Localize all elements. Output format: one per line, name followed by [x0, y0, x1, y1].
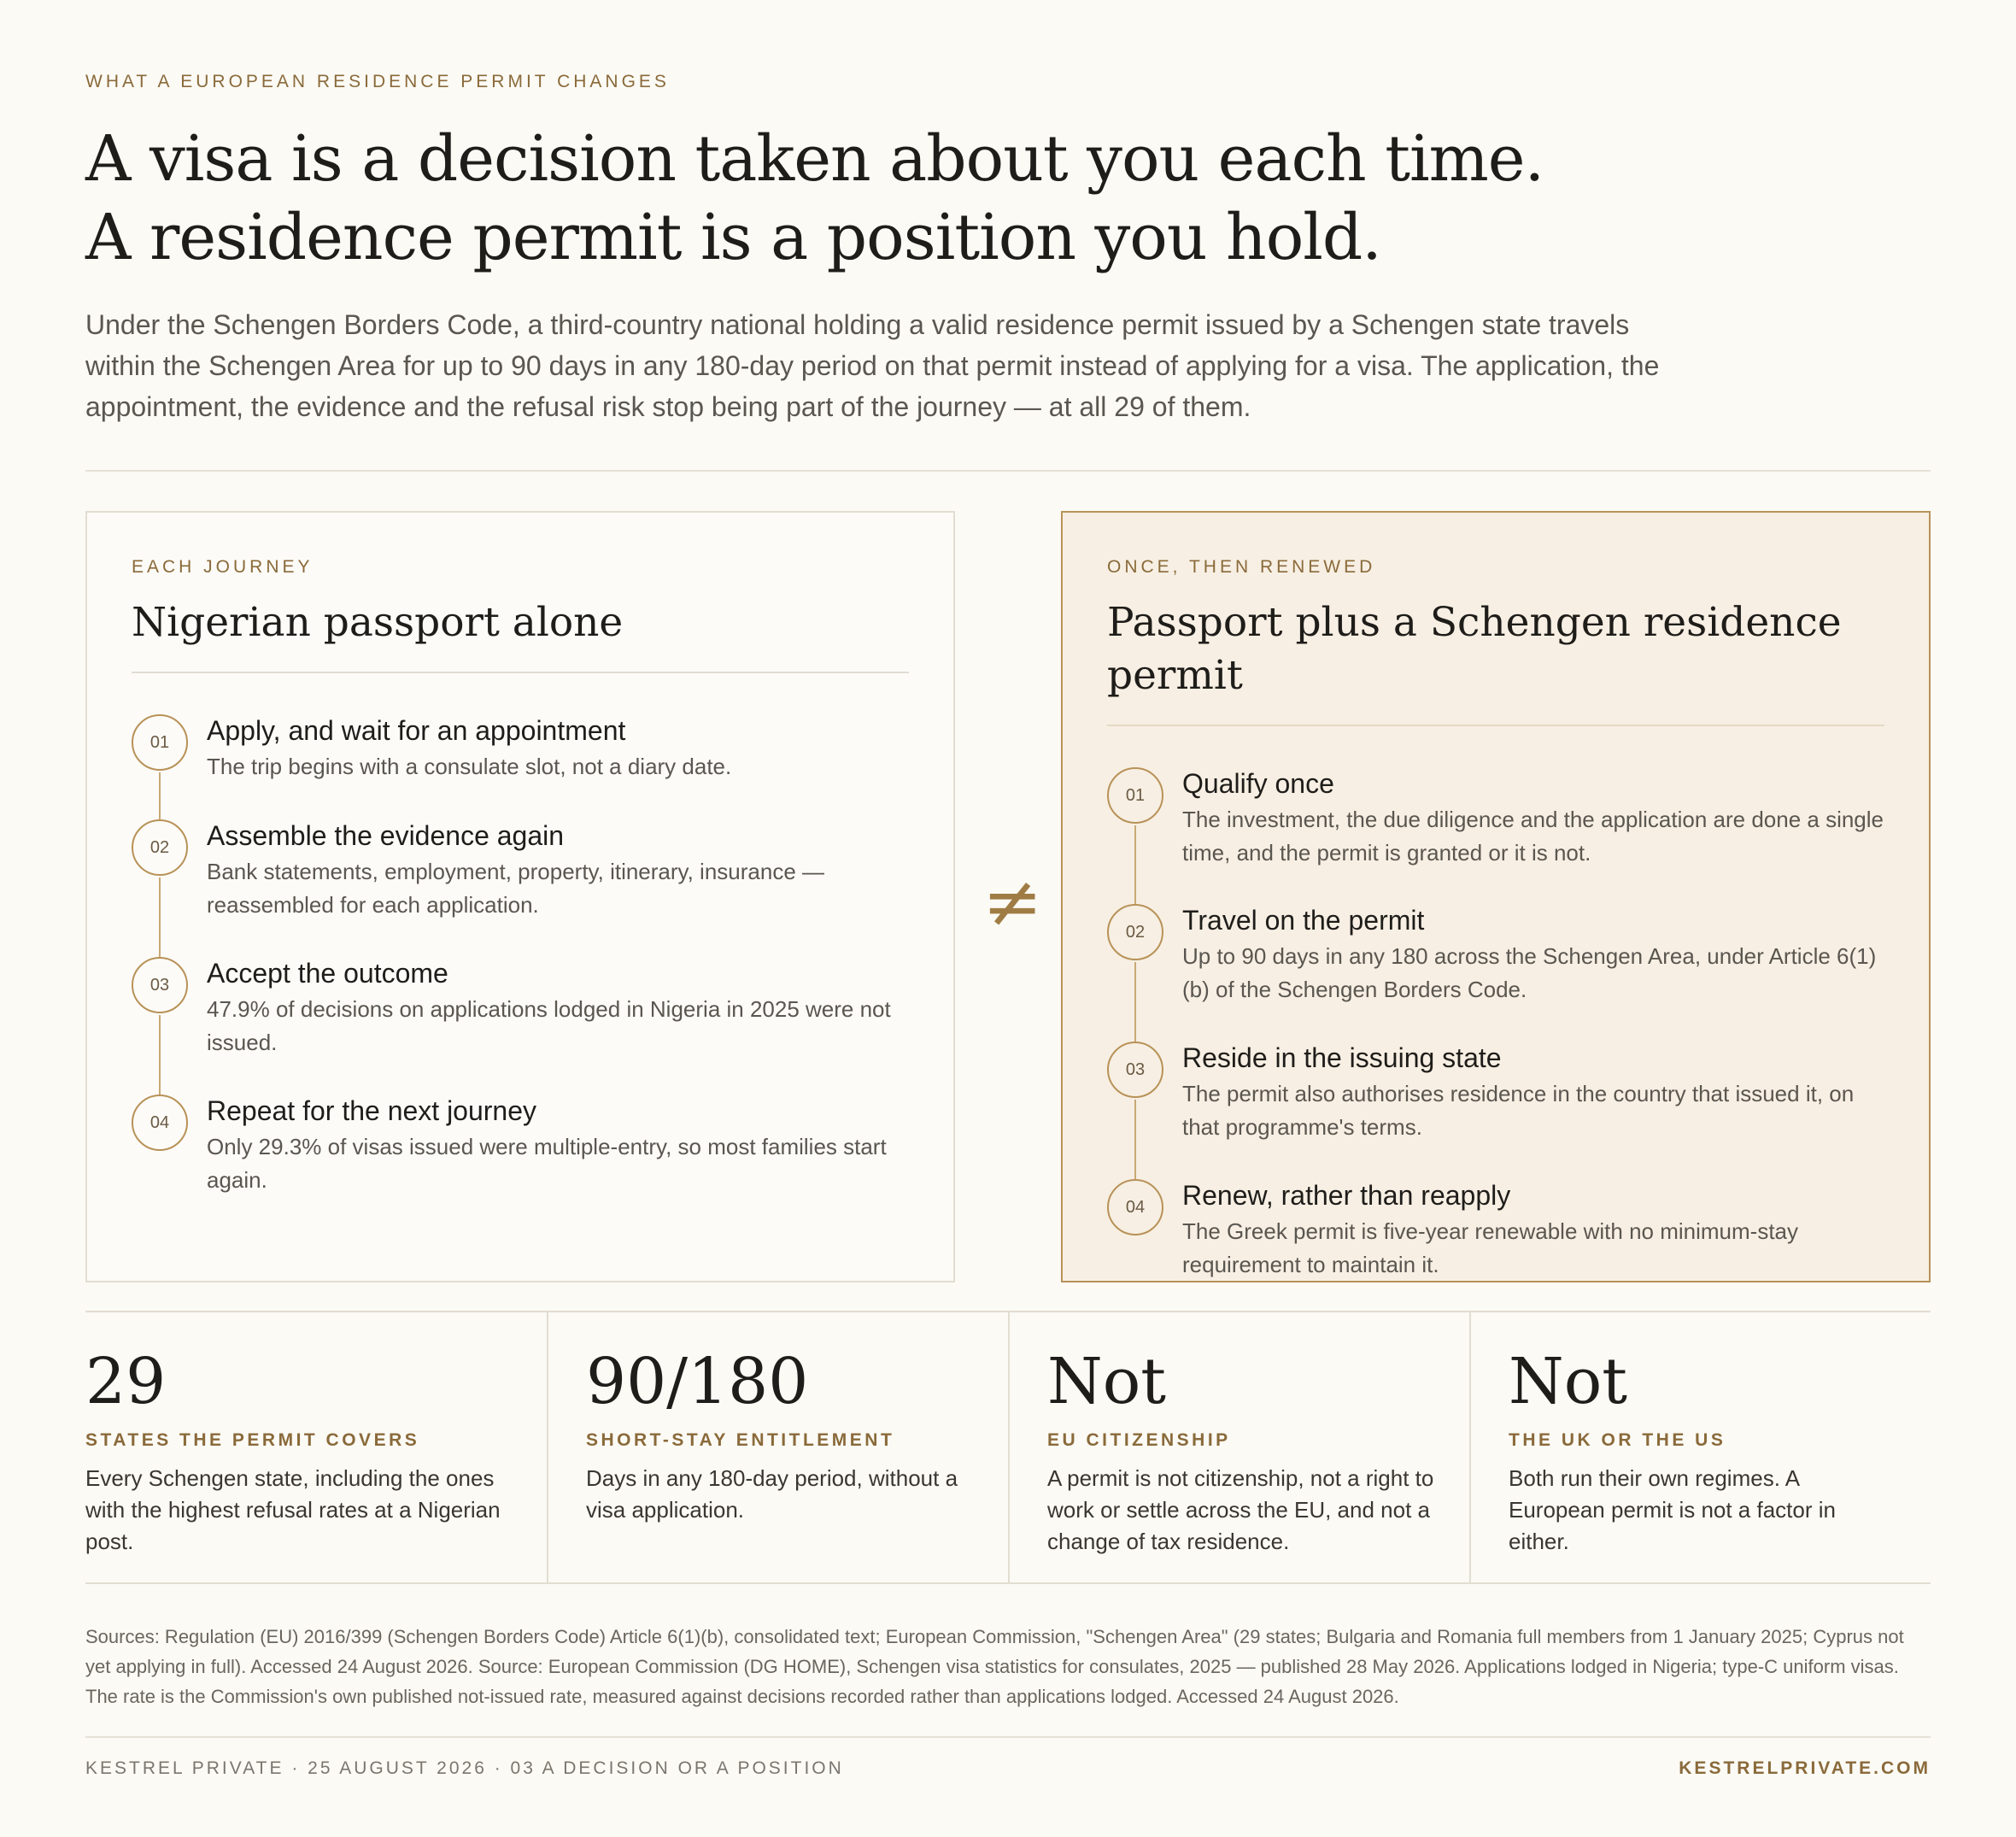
- step-description: Bank statements, employment, property, itinerary, insurance — reassembled for each application.: [207, 859, 825, 918]
- footer-website-link[interactable]: KESTRELPRIVATE.COM: [1679, 1758, 1931, 1778]
- step-title: Repeat for the next journey: [207, 1095, 537, 1126]
- stat-value: 90/180: [586, 1345, 809, 1418]
- step-number-badge: 03: [132, 957, 188, 1013]
- step-description: 47.9% of decisions on applications lodged in Nigeria in 2025 were not issued.: [207, 996, 891, 1055]
- card-passport-plus-permit: [1061, 511, 1931, 1282]
- step-title: Apply, and wait for an appointment: [207, 715, 626, 746]
- step-description: Only 29.3% of visas issued were multiple-entry, so most families start again.: [207, 1134, 887, 1193]
- intro-paragraph: Under the Schengen Borders Code, a third-country national holding a valid residence permit issued by a Schengen state travels within the Schengen Area for up to 90 days in any 180-day period on that permit instead of applying for a visa. The application, the appointment, the evidence and the refusal risk stop being part of the journey — at all 29 of them.: [85, 309, 1660, 422]
- stat-description: Both run their own regimes. A European permit is not a factor in either.: [1509, 1465, 1836, 1554]
- stat-description: Every Schengen state, including the ones with the highest refusal rates at a Nigerian post.: [85, 1465, 501, 1554]
- sources-note: Sources: Regulation (EU) 2016/399 (Schengen Borders Code) Article 6(1)(b), consolidated text; European Commission, "Schengen Area" (29 states; Bulgaria and Romania full members from 1 January 2025; Cyprus not yet applying in full). Accessed 24 August 2026. Source: European Commission (DG HOME), Schengen visa statistics for consulates, 2025 — published 28 May 2026. Applications lodged in Nigeria; type-C uniform visas. The rate is the Commission's own published not-issued rate, measured against decisions recorded rather than applications lodged. Accessed 24 August 2026.: [85, 1626, 1904, 1707]
- step-description: The investment, the due diligence and the application are done a single time, and the permit is granted or it is not.: [1182, 807, 1884, 866]
- step-description: The permit also authorises residence in the country that issued it, on that programme's terms.: [1182, 1081, 1855, 1140]
- step-list: [1107, 766, 1884, 1280]
- step-list: [132, 713, 909, 1195]
- step-number-badge: 02: [1107, 904, 1163, 960]
- card-eyebrow: ONCE, THEN RENEWED: [1107, 557, 1376, 577]
- step-title: Travel on the permit: [1182, 905, 1425, 936]
- stat-short-stay: [547, 1312, 1008, 1584]
- step-description: The Greek permit is five-year renewable with no minimum-stay requirement to maintain it.: [1182, 1218, 1799, 1277]
- step-connector: [159, 877, 161, 957]
- step-connector: [1134, 1100, 1136, 1179]
- step-connector: [159, 772, 161, 819]
- stats-row: [85, 1311, 1931, 1584]
- step-connector: [159, 1015, 161, 1095]
- step-title: Qualify once: [1182, 768, 1334, 799]
- stat-label: STATES THE PERMIT COVERS: [85, 1430, 420, 1450]
- step-description: The trip begins with a consulate slot, not a diary date.: [207, 754, 732, 779]
- stat-label: SHORT-STAY ENTITLEMENT: [586, 1430, 895, 1450]
- step-number-badge: 01: [132, 714, 188, 771]
- step-title: Renew, rather than reapply: [1182, 1180, 1511, 1211]
- step-number-badge: 01: [1107, 767, 1163, 824]
- step-description: Up to 90 days in any 180 across the Schengen Area, under Article 6(1)(b) of the Schengen Borders Code.: [1182, 943, 1877, 1002]
- step-connector: [1134, 825, 1136, 904]
- stat-value: Not: [1509, 1345, 1628, 1418]
- step-item: [132, 713, 909, 818]
- step-item: [1107, 902, 1884, 1040]
- step-connector: [1134, 962, 1136, 1042]
- stat-states-covered: [85, 1312, 547, 1584]
- card-title: Passport plus a Schengen residence permit: [1107, 596, 1884, 726]
- step-item: [132, 1093, 909, 1195]
- step-item: [132, 818, 909, 955]
- step-number-badge: 04: [1107, 1179, 1163, 1235]
- not-equal-icon: ≠: [982, 860, 1043, 943]
- step-item: [1107, 1177, 1884, 1280]
- step-item: [1107, 1040, 1884, 1177]
- stat-description: A permit is not citizenship, not a right to work or settle across the EU, and not a change of tax residence.: [1047, 1465, 1434, 1554]
- step-title: Assemble the evidence again: [207, 820, 565, 851]
- step-item: [132, 955, 909, 1093]
- step-item: [1107, 766, 1884, 902]
- stat-value: Not: [1047, 1345, 1167, 1418]
- stat-eu-citizenship: [1008, 1312, 1469, 1584]
- card-title: Nigerian passport alone: [132, 596, 909, 673]
- step-number-badge: 04: [132, 1095, 188, 1151]
- page-eyebrow: WHAT A EUROPEAN RESIDENCE PERMIT CHANGES: [85, 72, 670, 91]
- divider: [85, 1736, 1931, 1738]
- page-headline: [85, 120, 1708, 277]
- stat-label: THE UK OR THE US: [1509, 1430, 1726, 1450]
- card-eyebrow: EACH JOURNEY: [132, 557, 314, 577]
- step-title: Accept the outcome: [207, 958, 448, 989]
- stat-label: EU CITIZENSHIP: [1047, 1430, 1231, 1450]
- stat-value: 29: [85, 1345, 167, 1418]
- step-number-badge: 03: [1107, 1042, 1163, 1098]
- headline-line-1: A visa is a decision taken about you each time.: [85, 122, 1544, 196]
- card-passport-alone: [85, 511, 955, 1282]
- stat-description: Days in any 180-day period, without a visa application.: [586, 1465, 958, 1523]
- step-title: Reside in the issuing state: [1182, 1042, 1502, 1073]
- step-number-badge: 02: [132, 819, 188, 876]
- footer-credit: KESTREL PRIVATE · 25 AUGUST 2026 · 03 A DECISION OR A POSITION: [85, 1758, 844, 1778]
- stat-uk-us: [1469, 1312, 1931, 1584]
- headline-line-2: A residence permit is a position you hold.: [85, 201, 1381, 274]
- divider: [85, 470, 1931, 472]
